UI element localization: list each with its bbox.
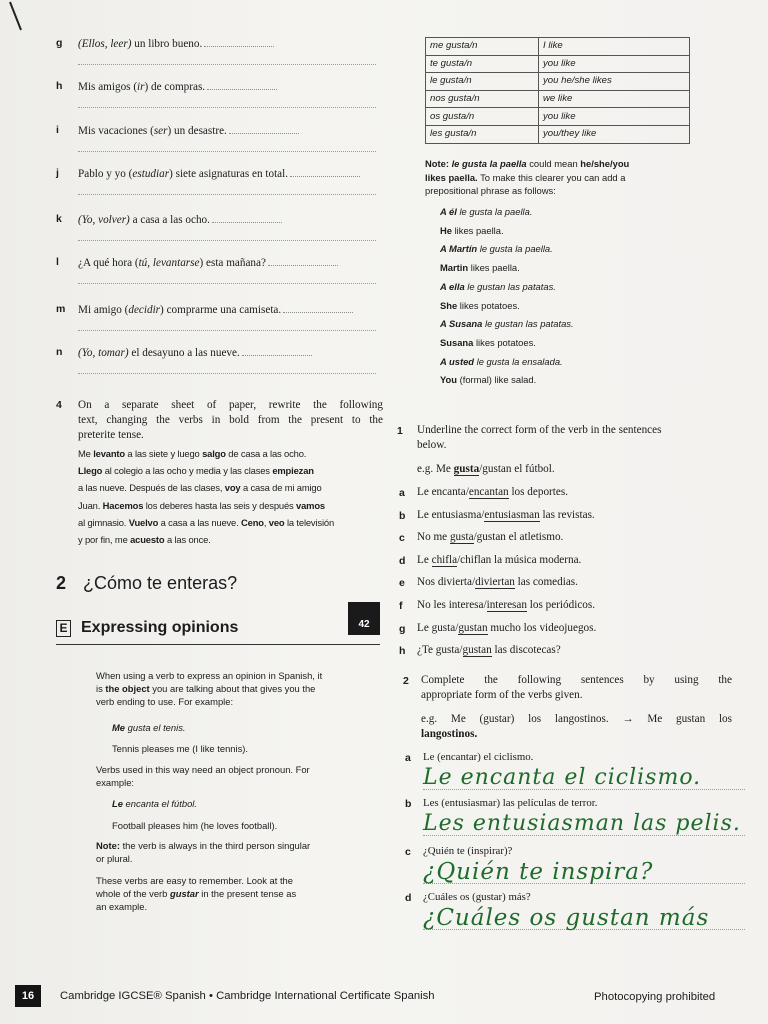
item-rest: ) de compras. xyxy=(144,81,206,93)
exercise-item xyxy=(56,37,378,57)
grammar-line xyxy=(96,669,376,682)
note-run: likes paella. xyxy=(425,171,478,183)
footer-right: Photocopying prohibited xyxy=(594,991,716,1003)
table-cell-form: me gusta/n xyxy=(426,38,539,56)
example-run: Le xyxy=(112,798,123,809)
prepositional-note xyxy=(425,157,687,198)
answer-dots xyxy=(212,213,282,223)
item-prompt xyxy=(78,124,299,137)
paragraph-run: los deberes hasta las seis y después xyxy=(143,499,297,511)
paragraph-run: salgo xyxy=(202,448,226,459)
table-row xyxy=(426,125,690,143)
item-verb: (Ellos, leer) xyxy=(78,38,132,50)
instruction-line: On a separate sheet of paper, rewrite the following xyxy=(78,399,383,411)
note-line xyxy=(425,171,687,185)
grammar-line xyxy=(96,887,376,900)
item-rest-pre: Mis amigos ( xyxy=(78,81,138,93)
paragraph-line xyxy=(78,462,388,479)
sentence-underlined[interactable]: entusiasman xyxy=(484,508,540,521)
exercise-2-number: 2 xyxy=(403,675,409,687)
example-run: le gusta la paella. xyxy=(477,243,553,255)
answer-dots xyxy=(242,346,312,356)
item-verb: ser xyxy=(153,125,168,137)
paragraph-line xyxy=(78,497,388,514)
exercise-2-instruction xyxy=(421,673,732,703)
grammar-run: the object xyxy=(105,683,150,694)
table-row xyxy=(426,38,690,56)
table-cell-form: nos gusta/n xyxy=(426,90,539,108)
exercise-item xyxy=(56,167,378,187)
example-line xyxy=(440,315,680,334)
exercise-1-sentence xyxy=(417,531,563,543)
example-run: Martin xyxy=(440,262,469,274)
table-row xyxy=(426,90,690,108)
example-run: A Susana xyxy=(440,318,483,330)
example-run: le gusta la ensalada. xyxy=(474,355,563,367)
sentence-post: /chiflan la música moderna. xyxy=(457,553,582,566)
paragraph-run: al gimnasio. xyxy=(78,516,129,528)
grammar-example-1-translation: Tennis pleases me (I like tennis). xyxy=(112,743,248,754)
answer-line[interactable] xyxy=(78,373,376,374)
exercise-2 xyxy=(397,673,747,953)
paragraph-run: Ceno xyxy=(241,516,264,528)
grammar-note xyxy=(96,839,376,865)
note-run: Note: xyxy=(425,158,452,169)
exercise-item xyxy=(56,303,378,323)
example-run: A Martín xyxy=(440,243,478,255)
grammar-run: gustar xyxy=(170,888,199,899)
paragraph-run: la televisión xyxy=(284,516,335,528)
item-rest: ) un desastre. xyxy=(167,125,227,137)
grammar-run: is xyxy=(96,683,106,694)
answer-dots xyxy=(290,167,360,177)
footer xyxy=(0,985,768,1024)
grammar-example-2 xyxy=(112,797,197,811)
paragraph-run: a las once. xyxy=(164,534,211,546)
handwritten-answer[interactable]: Le encanta el ciclismo. xyxy=(423,765,702,790)
page-reference-badge: 42 xyxy=(348,602,380,635)
example-line xyxy=(440,240,680,259)
answer-line[interactable] xyxy=(78,240,376,241)
grammar-line xyxy=(96,852,376,865)
exercise-item xyxy=(56,213,378,233)
table-row xyxy=(426,108,690,126)
sentence-underlined[interactable]: interesan xyxy=(486,599,527,611)
grammar-run: These verbs are easy to remember. Look at the xyxy=(96,875,293,886)
exercise-2-example-line-1: e.g. Me (gustar) los langostinos. → Me gustan los xyxy=(421,713,732,725)
grammar-line xyxy=(96,874,376,887)
exercise-item xyxy=(56,80,378,100)
example-run: likes potatoes. xyxy=(473,336,536,348)
item-prompt xyxy=(78,213,282,226)
item-letter: k xyxy=(56,213,62,225)
item-letter: g xyxy=(399,622,406,635)
paragraph-run: a las nueve. Después de las clases, xyxy=(78,482,225,494)
example-post: /gustan el fútbol. xyxy=(479,463,555,475)
item-rest: ) esta mañana? xyxy=(199,257,266,269)
exercise-2-prompt: Les (entusiasmar) las películas de terror. xyxy=(423,797,598,809)
note-run: he/she/you xyxy=(580,158,630,169)
example-run: A él xyxy=(440,206,457,217)
item-letter: m xyxy=(56,303,66,315)
item-letter: h xyxy=(399,645,406,658)
grammar-example-1 xyxy=(112,721,185,735)
item-letter: d xyxy=(405,892,412,904)
answer-line[interactable] xyxy=(78,194,376,195)
grammar-line xyxy=(96,695,376,708)
paragraph-run: y por fin, me xyxy=(78,534,131,546)
item-rest: a casa a las ocho. xyxy=(129,214,210,226)
paragraph-run: Llego xyxy=(78,465,103,477)
exercise-1-sentence xyxy=(417,599,595,611)
paragraph-run: Me xyxy=(78,448,94,459)
note-line xyxy=(425,157,687,171)
item-letter: n xyxy=(56,346,63,358)
paragraph-run: de casa a las ocho. xyxy=(225,448,307,459)
example-line xyxy=(440,259,680,278)
table-cell-form: os gusta/n xyxy=(426,108,539,126)
example-run: gusta el tenis. xyxy=(125,722,186,733)
item-verb: ir xyxy=(137,81,145,93)
grammar-line xyxy=(96,900,376,913)
sentence-underlined[interactable]: encantan xyxy=(468,486,509,498)
item-rest: ) siete asignaturas en total. xyxy=(169,168,289,180)
sentence-underlined[interactable]: gustan xyxy=(458,621,488,634)
exercise-1-number: 1 xyxy=(397,425,403,437)
table-row xyxy=(426,55,690,73)
example-run: likes potatoes. xyxy=(457,299,520,311)
exercise-1-sentence xyxy=(417,576,578,588)
example-run: likes paella. xyxy=(468,262,520,274)
paragraph-run: Juan. xyxy=(78,499,103,511)
subsection-title: Expressing opinions xyxy=(81,619,239,636)
item-rest: ) comprarme una camiseta. xyxy=(160,304,282,316)
sentence-underlined[interactable]: diviertan xyxy=(475,576,515,589)
exercise-1-sentence xyxy=(417,554,581,566)
item-letter: i xyxy=(56,124,59,136)
handwritten-answer[interactable]: ¿Cuáles os gustan más xyxy=(423,905,710,931)
grammar-run: whole of the verb xyxy=(96,888,171,899)
sentence-pre: Le encanta/ xyxy=(417,486,469,498)
grammar-run: in the present tense as xyxy=(198,888,297,899)
exercise-1-example xyxy=(417,463,555,475)
item-verb: (Yo, tomar) xyxy=(78,347,129,359)
note-run: le gusta la paella xyxy=(451,158,527,169)
exercise-2-example-line-2: langostinos. xyxy=(421,728,478,740)
grammar-run: When using a verb to express an opinion in Spanish, it xyxy=(96,670,323,681)
paragraph-line xyxy=(78,445,388,462)
item-prompt xyxy=(78,167,360,180)
example-run: Susana xyxy=(440,336,474,348)
sentence-pre: No les interesa/ xyxy=(417,599,487,611)
example-line xyxy=(440,334,680,353)
paragraph-run: Vuelvo xyxy=(128,516,159,528)
note-line xyxy=(425,184,687,198)
exercise-1-sentence xyxy=(417,509,595,521)
answer-dots xyxy=(204,37,274,47)
exercise-1-instruction xyxy=(417,423,737,453)
paragraph-run: veo xyxy=(268,516,285,528)
table-cell-form: te gusta/n xyxy=(426,55,539,73)
paragraph-run: , xyxy=(263,516,269,528)
paragraph-line xyxy=(78,514,388,531)
grammar-run: verb ending to use. For example: xyxy=(96,696,234,707)
item-rest-pre: Pablo y yo ( xyxy=(78,168,133,180)
item-rest-pre: Mis vacaciones ( xyxy=(78,125,154,137)
paragraph-run: a las siete y luego xyxy=(124,448,203,459)
section-title: ¿Cómo te enteras? xyxy=(83,573,238,593)
exercise-1-sentence xyxy=(417,644,561,656)
answer-dots xyxy=(207,80,277,90)
item-prompt xyxy=(78,80,277,93)
example-underlined: gusta xyxy=(453,463,480,475)
subsection-heading xyxy=(56,602,380,645)
instruction-line: Complete the following sentences by using the xyxy=(421,674,732,686)
item-letter: c xyxy=(405,846,411,858)
item-letter: f xyxy=(399,600,403,612)
item-letter: a xyxy=(405,752,411,764)
example-line xyxy=(440,297,680,316)
table-cell-meaning: I like xyxy=(539,38,690,56)
example-run: likes paella. xyxy=(451,224,504,236)
item-prompt xyxy=(78,37,274,50)
answer-line[interactable] xyxy=(78,283,376,284)
prepositional-examples xyxy=(440,203,680,390)
item-verb: estudiar xyxy=(132,168,170,180)
table-cell-meaning: you like xyxy=(539,108,690,126)
item-verb: decidir xyxy=(128,304,161,316)
example-line xyxy=(440,203,680,222)
exercise-2-prompt: ¿Quién te (inspirar)? xyxy=(423,845,513,857)
item-letter: b xyxy=(405,798,412,810)
instruction-line: text, changing the verbs in bold from the present to the xyxy=(78,414,383,426)
example-pre: e.g. Me xyxy=(417,463,454,475)
example-run: (formal) like salad. xyxy=(457,374,537,386)
example-run: le gustan las patatas. xyxy=(464,280,556,292)
item-rest: un libro bueno. xyxy=(131,38,203,50)
item-letter: b xyxy=(399,509,406,522)
table-cell-meaning: we like xyxy=(539,90,690,108)
paragraph-run: vamos xyxy=(296,499,325,511)
instruction-line: Underline the correct form of the verb in the sentences xyxy=(417,424,662,436)
example-run: You xyxy=(440,374,458,386)
item-letter: l xyxy=(56,256,59,268)
sentence-post: /gustan el atletismo. xyxy=(473,531,564,544)
exercise-4-number: 4 xyxy=(56,399,62,411)
sentence-post: las comedias. xyxy=(514,576,578,589)
paragraph-run: Hacemos xyxy=(102,499,144,511)
paragraph-run: a casa de mi amigo xyxy=(240,482,322,494)
item-letter: e xyxy=(399,577,405,590)
sentence-pre: Le entusiasma/ xyxy=(417,508,485,521)
grammar-intro xyxy=(96,669,376,708)
grammar-line xyxy=(96,839,376,852)
grammar-line: example: xyxy=(96,777,135,788)
paragraph-run: voy xyxy=(224,482,241,494)
grammar-line xyxy=(96,682,376,695)
exercise-4-instruction xyxy=(78,398,383,443)
exercise-item xyxy=(56,256,378,276)
answer-line[interactable] xyxy=(78,64,376,65)
item-prompt xyxy=(78,303,353,316)
exercise-item xyxy=(56,346,378,366)
example-run: A ella xyxy=(440,280,465,292)
instruction-line: appropriate form of the verbs given. xyxy=(421,689,583,701)
sentence-pre: No me xyxy=(417,531,450,544)
item-letter: g xyxy=(56,37,63,49)
example-line xyxy=(440,278,680,297)
sentence-post: las revistas. xyxy=(539,508,595,521)
item-rest: el desayuno a las nueve. xyxy=(128,347,240,359)
grammar-mid-text xyxy=(96,763,376,789)
grammar-run: the verb is always in the third person singular xyxy=(119,840,311,851)
paragraph-run: a casa a las nueve. xyxy=(158,516,242,528)
exercise-item xyxy=(56,124,378,144)
table-row xyxy=(426,73,690,91)
sentence-post: los periódicos. xyxy=(526,599,596,611)
grammar-example-2-translation: Football pleases him (he loves football). xyxy=(112,820,278,831)
section-number: 2 xyxy=(56,573,67,593)
item-letter: h xyxy=(56,80,63,92)
handwritten-answer[interactable]: ¿Quién te inspira? xyxy=(423,859,654,885)
paragraph-line xyxy=(78,479,388,496)
note-run: To make this clearer you can add a xyxy=(477,171,626,183)
note-run: could mean xyxy=(526,158,581,169)
paragraph-run: al colegio a las ocho y media y las clases xyxy=(102,465,273,477)
table-cell-meaning: you he/she likes xyxy=(539,73,690,91)
item-letter: c xyxy=(399,532,405,545)
sentence-post: los deportes. xyxy=(508,486,568,498)
answer-line[interactable] xyxy=(78,330,376,331)
example-run: She xyxy=(440,299,458,311)
sentence-post: mucho los videojuegos. xyxy=(487,621,597,634)
answer-dots xyxy=(229,124,299,134)
section-heading xyxy=(56,573,237,594)
paragraph-run: empiezan xyxy=(272,465,314,477)
exercise-2-prompt: ¿Cuáles os (gustar) más? xyxy=(423,891,531,903)
item-letter: a xyxy=(399,487,405,499)
exercise-1-sentence xyxy=(417,486,568,498)
example-run: He xyxy=(440,224,452,236)
handwritten-answer[interactable]: Les entusiasman las pelis. xyxy=(423,811,741,836)
e-icon: E xyxy=(56,620,71,637)
example-run: le gusta la paella. xyxy=(456,206,533,217)
page-number: 16 xyxy=(15,985,41,1007)
paragraph-run: levanto xyxy=(93,448,125,459)
table-cell-form: les gusta/n xyxy=(426,125,539,143)
example-line xyxy=(440,371,680,390)
example-run: le gustan las patatas. xyxy=(482,318,574,330)
exercise-1 xyxy=(397,423,737,663)
answer-dots xyxy=(283,303,353,313)
item-prompt xyxy=(78,346,312,359)
item-letter: d xyxy=(399,554,406,567)
sentence-pre: Nos divierta/ xyxy=(417,576,476,589)
exercise-1-sentence xyxy=(417,622,596,634)
pen-mark xyxy=(6,0,26,40)
item-letter: j xyxy=(56,167,59,179)
grammar-run: an example. xyxy=(96,901,148,912)
instruction-line: below. xyxy=(417,439,447,451)
item-verb: (Yo, volver) xyxy=(78,214,130,226)
sentence-post: las discotecas? xyxy=(491,644,561,657)
answer-dots xyxy=(268,256,338,266)
item-verb: tú, levantarse xyxy=(138,257,200,269)
grammar-box xyxy=(96,669,376,912)
footer-title: Cambridge IGCSE® Spanish • Cambridge International Certificate Spanish xyxy=(60,990,435,1002)
sentence-pre: ¿Te gusta/ xyxy=(417,644,463,657)
gustar-conjugation-table xyxy=(425,37,690,144)
example-run: A usted xyxy=(440,355,475,367)
table-cell-meaning: you like xyxy=(539,55,690,73)
sentence-underlined[interactable]: gustan xyxy=(462,644,492,657)
table-cell-form: le gusta/n xyxy=(426,73,539,91)
sentence-underlined[interactable]: chifla xyxy=(431,553,458,566)
exercise-2-prompt: Le (encantar) el ciclismo. xyxy=(423,751,534,763)
example-line xyxy=(440,222,680,241)
example-run: Me xyxy=(112,722,126,733)
grammar-line: Verbs used in this way need an object pronoun. For xyxy=(96,764,310,775)
answer-line[interactable] xyxy=(78,107,376,108)
exercise-4-paragraph xyxy=(78,445,388,548)
paragraph-line xyxy=(78,531,388,548)
example-run: encanta el fútbol. xyxy=(122,798,197,809)
example-line xyxy=(440,353,680,372)
sentence-pre: Le gusta/ xyxy=(417,621,459,634)
note-run: prepositional phrase as follows: xyxy=(425,185,556,196)
instruction-line: preterite tense. xyxy=(78,429,144,441)
item-rest-pre: Mi amigo ( xyxy=(78,304,129,316)
sentence-pre: Le xyxy=(417,553,432,566)
answer-line[interactable] xyxy=(78,151,376,152)
grammar-run: or plural. xyxy=(96,853,133,864)
grammar-run: you are talking about that gives you the xyxy=(149,683,316,694)
grammar-remember xyxy=(96,874,376,913)
item-prompt xyxy=(78,256,338,269)
table-cell-meaning: you/they like xyxy=(539,125,690,143)
item-rest-pre: ¿A qué hora ( xyxy=(78,257,139,269)
grammar-run: Note: xyxy=(96,840,120,851)
sentence-underlined[interactable]: gusta xyxy=(449,531,474,544)
paragraph-run: acuesto xyxy=(130,534,165,546)
exercise-2-example xyxy=(421,712,732,742)
